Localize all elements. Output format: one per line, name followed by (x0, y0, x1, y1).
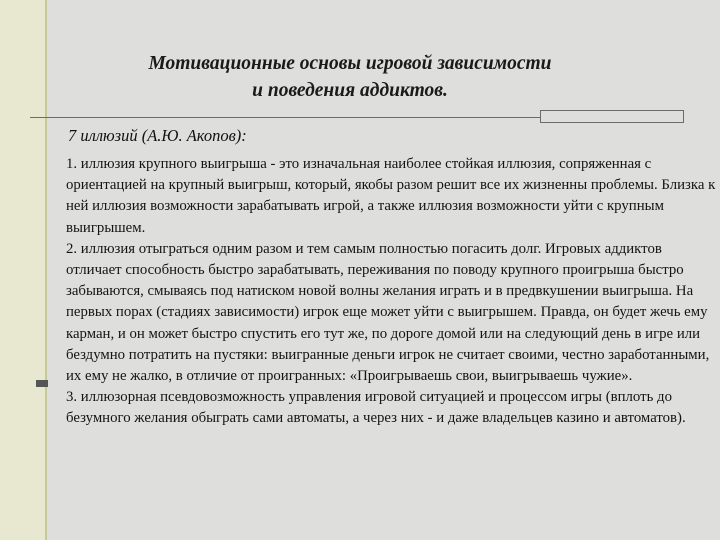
title-divider-line (30, 117, 540, 118)
slide-subtitle: 7 иллюзий (А.Ю. Акопов): (68, 126, 247, 145)
paragraph-illusion-3: 3. иллюзорная псевдовозможность управления игровой ситуацией и процессом игры (вплоть до безумного желания обыграть сами автоматы, а через них - и даже владельцев казино и автоматов). (66, 389, 686, 427)
left-decor-bar (0, 0, 47, 540)
slide-body (61, 154, 716, 430)
left-decor-line (45, 0, 47, 540)
slide-title-line-2: и поведения аддиктов. (252, 80, 448, 101)
title-divider-box (540, 110, 684, 123)
paragraph-illusion-1: 1. иллюзия крупного выигрыша - это изначальная наиболее стойкая иллюзия, сопряженная с ориентацией на крупный выигрыш, который, якобы разом решит все их жизненны проблемы. Близка к ней иллюзия возможности зарабатывать игрой, а также иллюзия возможности уйти с крупным выигрышем. (66, 156, 716, 236)
side-tick-mark (36, 380, 48, 387)
slide-title (70, 50, 630, 104)
paragraph-illusion-2: 2. иллюзия отыграться одним разом и тем самым полностью погасить долг. Игровых аддиктов отличает способность быстро зарабатывать, переживания по поводу крупного проигрыша быстро забываются, смываясь под натиском новой волны желания играть и в предвкушении выигрыша. На первых порах (стадиях зависимости) игрок еще может уйти с выигрышем. Правда, он будет жечь ему карман, и он может быстро спустить его тут же, по дороге домой или на следующий день в игре или бездумно потратить на пустяки: выигранные деньги игрок не считает своими, честно заработанными, их ему не жалко, в отличие от проигранных: «Проигрываешь свои, выигрываешь чужие». (66, 240, 710, 385)
slide-title-line-1: Мотивационные основы игровой зависимости (148, 53, 552, 74)
